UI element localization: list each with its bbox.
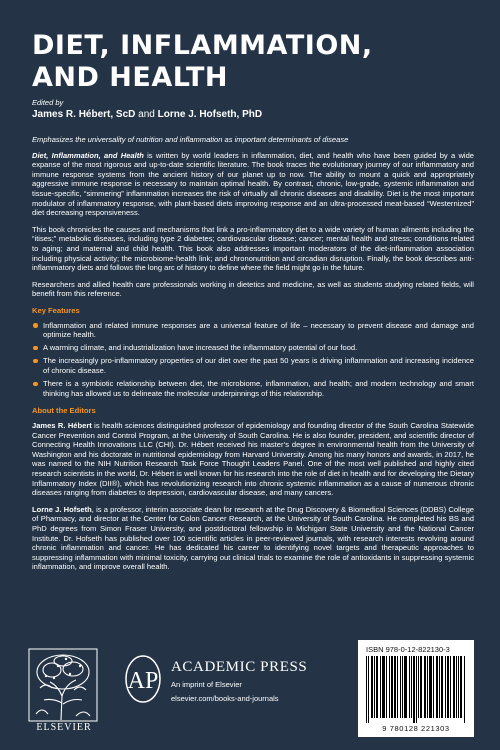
barcode-bar [371, 656, 372, 718]
barcode-icon [366, 656, 466, 723]
editor-bio-hebert [32, 421, 474, 498]
elsevier-tree-logo-icon [28, 648, 98, 722]
barcode-bar [411, 656, 412, 718]
key-feature-text: A warming climate, and industrialization have increased the inflammatory potential of our food. [43, 343, 358, 353]
barcode-bar [445, 656, 446, 718]
barcode-bar [433, 656, 434, 718]
barcode-bar [437, 656, 438, 718]
key-feature-item [32, 356, 474, 375]
barcode-bar [389, 656, 390, 718]
barcode-bar [405, 656, 406, 718]
barcode-bar [366, 656, 367, 723]
barcode-bar [392, 656, 393, 718]
blurb [32, 135, 474, 579]
barcode-bar [406, 656, 407, 718]
title-line-1: DIET, INFLAMMATION, [32, 30, 373, 61]
isbn-barcode [358, 640, 474, 737]
key-feature-item [32, 343, 474, 353]
key-features-heading: Key Features [32, 305, 80, 315]
bio-text: , is a professor, interim associate dean for research at the Drug Discovery & Biomedical Sciences (DDBS) College of Pharmacy, and director at the Center for Colon Cancer Research, at the University of South Carolina. He completed his BS and PhD degrees from Simon Fraser University, and postdoctoral fellowship in Michigan State University and the National Cancer Institute. Dr. Hofseth has published over 100 scientific articles in peer-reviewed journals, with research interests revolving around chronic inflammation and cancer. He has dedicated his career to identifying novel targets and therapeutic approaches to suppressing inflammation with minimal toxicity, carrying out clinical trials to examine the role of antioxidants in suppressing systemic inflammation, and improve overall health. [32, 504, 474, 572]
editor-bio-hofseth [32, 505, 474, 572]
barcode-bar [400, 656, 401, 718]
barcode-bar [454, 656, 455, 718]
edited-by-label: Edited by [32, 98, 64, 107]
key-feature-text: The increasingly pro-inflammatory properties of our diet over the past 50 years is driving inflammation and increasing incidence of chronic disease. [43, 356, 474, 376]
barcode-bar [439, 656, 440, 718]
barcode-bar [391, 656, 392, 718]
tagline: Emphasizes the universality of nutrition and inflammation as important determinants of disease [32, 135, 349, 144]
barcode-bar [384, 656, 385, 718]
isbn-text: ISBN 978-0-12-822130-3 [366, 645, 450, 654]
intro-paragraph [32, 151, 474, 218]
ap-logo-letters: AP [127, 668, 159, 694]
barcode-bar [380, 656, 381, 718]
audience-paragraph: Researchers and allied health care professionals working in dietetics and medicine, as well as students studying related fields, will benefit from this reference. [32, 279, 474, 299]
barcode-bar [448, 656, 449, 718]
bullet-icon [33, 359, 38, 364]
barcode-bar [404, 656, 405, 718]
bio-name: Lorne J. Hofseth [32, 504, 92, 514]
key-feature-item [32, 321, 474, 340]
bullet-icon [33, 323, 38, 328]
barcode-bar [409, 656, 410, 718]
barcode-bar [456, 656, 457, 718]
barcode-bar [397, 656, 398, 718]
bullet-icon [33, 346, 38, 351]
barcode-bar [460, 656, 461, 718]
barcode-bar [436, 656, 437, 718]
editor-2: Lorne J. Hofseth, PhD [157, 109, 263, 120]
barcode-bar [442, 656, 443, 718]
barcode-bar [464, 656, 465, 723]
description-paragraph: This book chronicles the causes and mechanisms that link a pro-inflammatory diet to a wide variety of human ailments including the “itises;” metabolic diseases, including type 2 diabetes; cardiovascular disease; cancer; mental health and stress; conditions related to aging; and maternal and child health. This book also addresses important moderators of the diet-inflammation association including physical activity; the microbiome-health link; and chrononutrition and circadian disruption. Finally, the book describes anti-inflammatory diets and follows the long arc of history to define where the field might go in the future. [32, 224, 474, 273]
barcode-bar [458, 656, 459, 718]
bio-name: James R. Hébert [32, 421, 92, 431]
about-editors-heading: About the Editors [32, 406, 96, 416]
barcode-bar [386, 656, 387, 718]
editors-and: and [135, 109, 158, 120]
barcode-bar [414, 656, 415, 723]
barcode-bar [374, 656, 375, 718]
barcode-bar [420, 656, 421, 718]
bio-text: is health sciences distinguished professor of epidemiology and founding director of the South Carolina Statewide Cancer Prevention and Control Program, at the University of South Carolina. He is also founder, president, and scientific director of Connecting Health Innovations LLC (CHI). Dr. Hébert received his master’s degree in environmental health from the University of Washington and his doctorate in nutritional epidemiology from Harvard University. Among his many honors and awards, in 2017, he was named to the NIH Nutrition Research Task Force Thought Leaders Panel. One of the most well published and highly cited research scientists in the world, Dr. Hébert is well known for his research into the role of diet in health and for developing the Dietary Inflammatory Index (DII®), which has revolutionizing research into chronic systemic inflammation as a cause of numerous chronic diseases ranging from diabetes to depression, cardiovascular disease, and many cancers. [32, 421, 474, 498]
barcode-bar [376, 656, 377, 718]
barcode-bar [413, 656, 414, 723]
book-title [32, 30, 472, 94]
intro-book-title: Diet, Inflammation, and Health [32, 150, 144, 160]
publisher-name: ACADEMIC PRESS [171, 659, 308, 675]
publisher-url: elsevier.com/books-and-journals [171, 694, 279, 703]
barcode-bar [372, 656, 373, 718]
barcode-bar [383, 656, 384, 718]
barcode-bar [416, 656, 417, 723]
barcode-bar [424, 656, 425, 718]
barcode-bar [453, 656, 454, 718]
key-feature-item [32, 379, 474, 398]
publisher-imprint: An imprint of Elsevier [171, 680, 242, 689]
barcode-bar [429, 656, 430, 718]
barcode-bar [431, 656, 432, 718]
barcode-bar [368, 656, 369, 723]
barcode-bar [377, 656, 378, 718]
elsevier-wordmark: ELSEVIER [36, 722, 92, 733]
barcode-bar [395, 656, 396, 718]
key-feature-text: There is a symbiotic relationship between diet, the microbiome, inflammation, and health; and modern technology and smart thinking has allowed us to delineate the molecular underpinnings of this relationship. [43, 379, 474, 398]
barcode-bar [382, 656, 383, 718]
bullet-icon [33, 382, 38, 387]
intro-text: is written by world leaders in inflammation, diet, and health who have been guided by a wide expanse of the most rigorous and up-to-date scientific literature. The book traces the evolutionary journey of our inflammatory and immune response systems from the ancient history of our planet up to now. The ability to mount a quick and appropriately aggressive immune response is necessary to maintain optimal health. By contrast, chronic, low-grade, systemic inflammation and tissue-specific, “simmering” inflammation increases the risk of virtually all chronic diseases and disability. Diet is the most important modulator of inflammatory response, with plant-based diets improving response and an ultra-processed meat-based “Westernized” diet decreasing responsiveness. [32, 150, 475, 218]
barcode-bar [394, 656, 395, 718]
barcode-bar [441, 656, 442, 718]
barcode-bar [421, 656, 422, 718]
key-features-list [32, 321, 474, 399]
barcode-digits: 9 780128 221303 [382, 724, 450, 733]
title-line-2: AND HEALTH [32, 62, 228, 93]
editors-line [32, 109, 262, 120]
barcode-bar [447, 656, 448, 718]
barcode-bar [402, 656, 403, 718]
barcode-bar [430, 656, 431, 718]
barcode-bar [427, 656, 428, 718]
academic-press-logo-icon [124, 654, 162, 704]
editor-1: James R. Hébert, ScD [32, 109, 136, 120]
key-feature-text: Inflammation and related immune responses are a universal feature of life – necessary to prevent disease and damage and optimize health. [43, 320, 474, 340]
barcode-bar [461, 656, 462, 718]
barcode-bar [418, 656, 419, 718]
barcode-bar [425, 656, 426, 718]
barcode-bar [450, 656, 451, 718]
